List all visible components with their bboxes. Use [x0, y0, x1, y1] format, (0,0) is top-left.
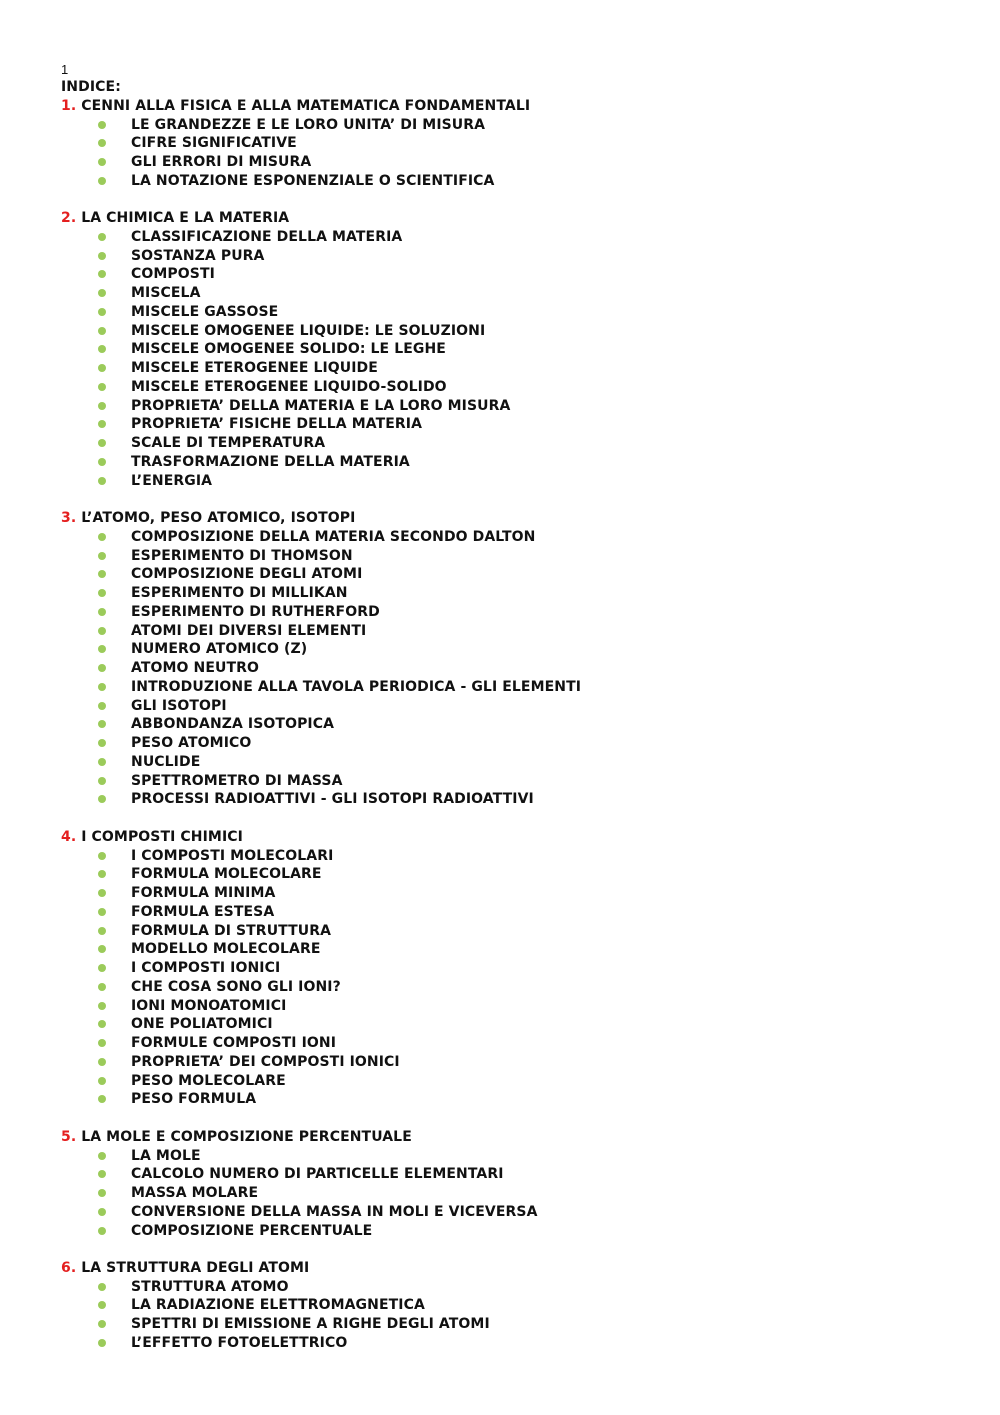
list-item-text: ATOMI DEI DIVERSI ELEMENTI	[131, 622, 367, 639]
section-title: CENNI ALLA FISICA E ALLA MATEMATICA FONDAMENTALI	[81, 97, 531, 114]
list-item	[61, 959, 961, 978]
toc-section	[61, 828, 961, 1109]
section-title: LA CHIMICA E LA MATERIA	[81, 210, 290, 227]
bullet-dot-icon	[98, 1320, 106, 1328]
bullet-dot-icon	[98, 795, 106, 803]
bullet-dot-icon	[98, 458, 106, 466]
section-item-list	[61, 528, 961, 809]
section-heading	[61, 1259, 961, 1278]
bullet-dot-icon	[98, 627, 106, 635]
list-item	[61, 1278, 961, 1297]
document-page	[61, 62, 961, 1371]
list-item-text: MISCELE OMOGENEE LIQUIDE: LE SOLUZIONI	[131, 322, 486, 339]
section-heading	[61, 828, 961, 847]
section-item-list	[61, 1278, 961, 1353]
list-item-text: LA MOLE	[131, 1147, 201, 1164]
list-item-text: PESO FORMULA	[131, 1091, 257, 1108]
list-item	[61, 378, 961, 397]
list-item	[61, 172, 961, 191]
bullet-dot-icon	[98, 570, 106, 578]
bullet-dot-icon	[98, 158, 106, 166]
list-item	[61, 303, 961, 322]
list-item	[61, 884, 961, 903]
bullet-dot-icon	[98, 927, 106, 935]
list-item-text: SPETTROMETRO DI MASSA	[131, 772, 343, 789]
bullet-dot-icon	[98, 664, 106, 672]
list-item	[61, 1184, 961, 1203]
bullet-dot-icon	[98, 1283, 106, 1291]
bullet-dot-icon	[98, 777, 106, 785]
list-item-text: TRASFORMAZIONE DELLA MATERIA	[131, 453, 410, 470]
list-item	[61, 528, 961, 547]
section-number: 6.	[61, 1259, 77, 1276]
list-item-text: ESPERIMENTO DI MILLIKAN	[131, 585, 348, 602]
bullet-dot-icon	[98, 420, 106, 428]
list-item-text: MISCELA	[131, 285, 201, 302]
list-item	[61, 340, 961, 359]
list-item-text: SCALE DI TEMPERATURA	[131, 435, 326, 452]
section-title: LA MOLE E COMPOSIZIONE PERCENTUALE	[81, 1128, 412, 1145]
list-item	[61, 734, 961, 753]
section-heading	[61, 509, 961, 528]
list-item	[61, 1053, 961, 1072]
bullet-dot-icon	[98, 1339, 106, 1347]
bullet-dot-icon	[98, 889, 106, 897]
toc-section	[61, 209, 961, 490]
list-item	[61, 453, 961, 472]
list-item	[61, 1165, 961, 1184]
bullet-dot-icon	[98, 139, 106, 147]
list-item-text: FORMULA MOLECOLARE	[131, 866, 322, 883]
bullet-dot-icon	[98, 608, 106, 616]
bullet-dot-icon	[98, 1002, 106, 1010]
list-item	[61, 1034, 961, 1053]
list-item	[61, 790, 961, 809]
list-item-text: ABBONDANZA ISOTOPICA	[131, 716, 335, 733]
list-item-text: PROPRIETA’ DEI COMPOSTI IONICI	[131, 1053, 400, 1070]
list-item	[61, 847, 961, 866]
section-title: L’ATOMO, PESO ATOMICO, ISOTOPI	[81, 510, 356, 527]
index-title: INDICE:	[61, 79, 121, 95]
bullet-dot-icon	[98, 1020, 106, 1028]
list-item-text: COMPOSIZIONE DEGLI ATOMI	[131, 566, 363, 583]
list-item	[61, 1315, 961, 1334]
list-item	[61, 565, 961, 584]
list-item	[61, 659, 961, 678]
list-item-text: MISCELE ETEROGENEE LIQUIDE	[131, 360, 378, 377]
table-of-contents	[61, 97, 961, 1353]
list-item	[61, 472, 961, 491]
list-item	[61, 1072, 961, 1091]
list-item-text: L’ENERGIA	[131, 472, 213, 489]
list-item-text: CHE COSA SONO GLI IONI?	[131, 978, 341, 995]
list-item	[61, 134, 961, 153]
list-item	[61, 678, 961, 697]
bullet-dot-icon	[98, 739, 106, 747]
list-item-text: CLASSIFICAZIONE DELLA MATERIA	[131, 228, 403, 245]
section-heading	[61, 1128, 961, 1147]
bullet-dot-icon	[98, 720, 106, 728]
bullet-dot-icon	[98, 1170, 106, 1178]
toc-section	[61, 1259, 961, 1353]
list-item	[61, 1296, 961, 1315]
list-item-text: LA NOTAZIONE ESPONENZIALE O SCIENTIFICA	[131, 172, 495, 189]
list-item-text: IONI MONOATOMICI	[131, 997, 287, 1014]
list-item-text: PESO ATOMICO	[131, 735, 252, 752]
toc-section	[61, 97, 961, 191]
list-item	[61, 284, 961, 303]
list-item-text: COMPOSIZIONE DELLA MATERIA SECONDO DALTON	[131, 528, 536, 545]
list-item	[61, 397, 961, 416]
list-item-text: STRUTTURA ATOMO	[131, 1278, 289, 1295]
list-item-text: MISCELE GASSOSE	[131, 303, 279, 320]
list-item-text: INTRODUZIONE ALLA TAVOLA PERIODICA - GLI ELEMENTI	[131, 678, 582, 695]
bullet-dot-icon	[98, 477, 106, 485]
bullet-dot-icon	[98, 552, 106, 560]
list-item	[61, 415, 961, 434]
list-item	[61, 622, 961, 641]
list-item-text: CIFRE SIGNIFICATIVE	[131, 135, 297, 152]
section-heading	[61, 97, 961, 116]
bullet-dot-icon	[98, 252, 106, 260]
list-item	[61, 603, 961, 622]
bullet-dot-icon	[98, 308, 106, 316]
list-item	[61, 547, 961, 566]
bullet-dot-icon	[98, 1039, 106, 1047]
bullet-dot-icon	[98, 177, 106, 185]
bullet-dot-icon	[98, 945, 106, 953]
list-item-text: GLI ISOTOPI	[131, 697, 227, 714]
bullet-dot-icon	[98, 439, 106, 447]
list-item	[61, 697, 961, 716]
list-item-text: I COMPOSTI MOLECOLARI	[131, 847, 334, 864]
list-item-text: NUMERO ATOMICO (Z)	[131, 641, 308, 658]
list-item-text: FORMULA DI STRUTTURA	[131, 922, 332, 939]
list-item	[61, 978, 961, 997]
bullet-dot-icon	[98, 683, 106, 691]
list-item	[61, 1015, 961, 1034]
bullet-dot-icon	[98, 1058, 106, 1066]
list-item-text: CALCOLO NUMERO DI PARTICELLE ELEMENTARI	[131, 1166, 504, 1183]
list-item	[61, 359, 961, 378]
list-item-text: COMPOSTI	[131, 266, 215, 283]
list-item-text: ESPERIMENTO DI RUTHERFORD	[131, 603, 380, 620]
list-item	[61, 772, 961, 791]
bullet-dot-icon	[98, 289, 106, 297]
list-item	[61, 584, 961, 603]
bullet-dot-icon	[98, 233, 106, 241]
section-number: 1.	[61, 97, 77, 114]
toc-section	[61, 509, 961, 809]
list-item	[61, 116, 961, 135]
list-item	[61, 1147, 961, 1166]
list-item	[61, 997, 961, 1016]
section-item-list	[61, 116, 961, 191]
list-item	[61, 247, 961, 266]
list-item-text: FORMULE COMPOSTI IONI	[131, 1035, 337, 1052]
list-item-text: FORMULA MINIMA	[131, 885, 276, 902]
bullet-dot-icon	[98, 402, 106, 410]
list-item-text: MODELLO MOLECOLARE	[131, 941, 321, 958]
list-item-text: ESPERIMENTO DI THOMSON	[131, 547, 353, 564]
bullet-dot-icon	[98, 533, 106, 541]
section-item-list	[61, 847, 961, 1110]
list-item	[61, 322, 961, 341]
bullet-dot-icon	[98, 852, 106, 860]
list-item-text: I COMPOSTI IONICI	[131, 960, 281, 977]
bullet-dot-icon	[98, 870, 106, 878]
list-item-text: PROPRIETA’ DELLA MATERIA E LA LORO MISURA	[131, 397, 511, 414]
bullet-dot-icon	[98, 908, 106, 916]
bullet-dot-icon	[98, 964, 106, 972]
section-title: LA STRUTTURA DEGLI ATOMI	[81, 1259, 310, 1276]
list-item-text: MISCELE ETEROGENEE LIQUIDO-SOLIDO	[131, 378, 447, 395]
list-item-text: SOSTANZA PURA	[131, 247, 265, 264]
list-item-text: MASSA MOLARE	[131, 1185, 259, 1201]
bullet-dot-icon	[98, 1152, 106, 1160]
section-number: 5.	[61, 1128, 77, 1145]
bullet-dot-icon	[98, 702, 106, 710]
bullet-dot-icon	[98, 364, 106, 372]
bullet-dot-icon	[98, 983, 106, 991]
list-item	[61, 865, 961, 884]
list-item-text: L’EFFETTO FOTOELETTRICO	[131, 1334, 348, 1351]
section-item-list	[61, 1147, 961, 1241]
list-item	[61, 434, 961, 453]
list-item-text: COMPOSIZIONE PERCENTUALE	[131, 1222, 373, 1239]
bullet-dot-icon	[98, 645, 106, 653]
list-item	[61, 903, 961, 922]
bullet-dot-icon	[98, 270, 106, 278]
list-item	[61, 1203, 961, 1222]
bullet-dot-icon	[98, 1189, 106, 1197]
bullet-dot-icon	[98, 327, 106, 335]
bullet-dot-icon	[98, 1301, 106, 1309]
list-item-text: FORMULA ESTESA	[131, 903, 275, 920]
list-item	[61, 153, 961, 172]
section-number: 4.	[61, 828, 77, 845]
list-item	[61, 715, 961, 734]
list-item-text: PROCESSI RADIOATTIVI - GLI ISOTOPI RADIOATTIVI	[131, 791, 534, 808]
bullet-dot-icon	[98, 383, 106, 391]
bullet-dot-icon	[98, 1208, 106, 1216]
bullet-dot-icon	[98, 1077, 106, 1085]
list-item	[61, 265, 961, 284]
list-item-text: PROPRIETA’ FISICHE DELLA MATERIA	[131, 416, 423, 433]
list-item-text: PESO MOLECOLARE	[131, 1072, 286, 1089]
bullet-dot-icon	[98, 589, 106, 597]
list-item-text: LE GRANDEZZE E LE LORO UNITA’ DI MISURA	[131, 116, 486, 133]
list-item	[61, 1222, 961, 1241]
list-item	[61, 640, 961, 659]
list-item-text: ONE POLIATOMICI	[131, 1016, 273, 1033]
section-number: 3.	[61, 510, 77, 527]
toc-section	[61, 1128, 961, 1241]
list-item-text: LA RADIAZIONE ELETTROMAGNETICA	[131, 1297, 425, 1314]
list-item-text: NUCLIDE	[131, 753, 201, 770]
list-item	[61, 753, 961, 772]
bullet-dot-icon	[98, 345, 106, 353]
bullet-dot-icon	[98, 758, 106, 766]
section-number: 2.	[61, 210, 77, 227]
list-item-text: SPETTRI DI EMISSIONE A RIGHE DEGLI ATOMI	[131, 1316, 490, 1333]
list-item	[61, 940, 961, 959]
list-item	[61, 228, 961, 247]
page-number: 1	[61, 62, 69, 77]
bullet-dot-icon	[98, 1227, 106, 1235]
section-title: I COMPOSTI CHIMICI	[81, 828, 243, 845]
list-item-text: CONVERSIONE DELLA MASSA IN MOLI E VICEVERSA	[131, 1203, 538, 1220]
list-item-text: ATOMO NEUTRO	[131, 660, 259, 677]
list-item-text: MISCELE OMOGENEE SOLIDO: LE LEGHE	[131, 341, 446, 358]
bullet-dot-icon	[98, 121, 106, 129]
list-item-text: GLI ERRORI DI MISURA	[131, 154, 312, 170]
bullet-dot-icon	[98, 1095, 106, 1103]
list-item	[61, 1334, 961, 1353]
section-item-list	[61, 228, 961, 491]
list-item	[61, 922, 961, 941]
section-heading	[61, 209, 961, 228]
list-item	[61, 1090, 961, 1109]
